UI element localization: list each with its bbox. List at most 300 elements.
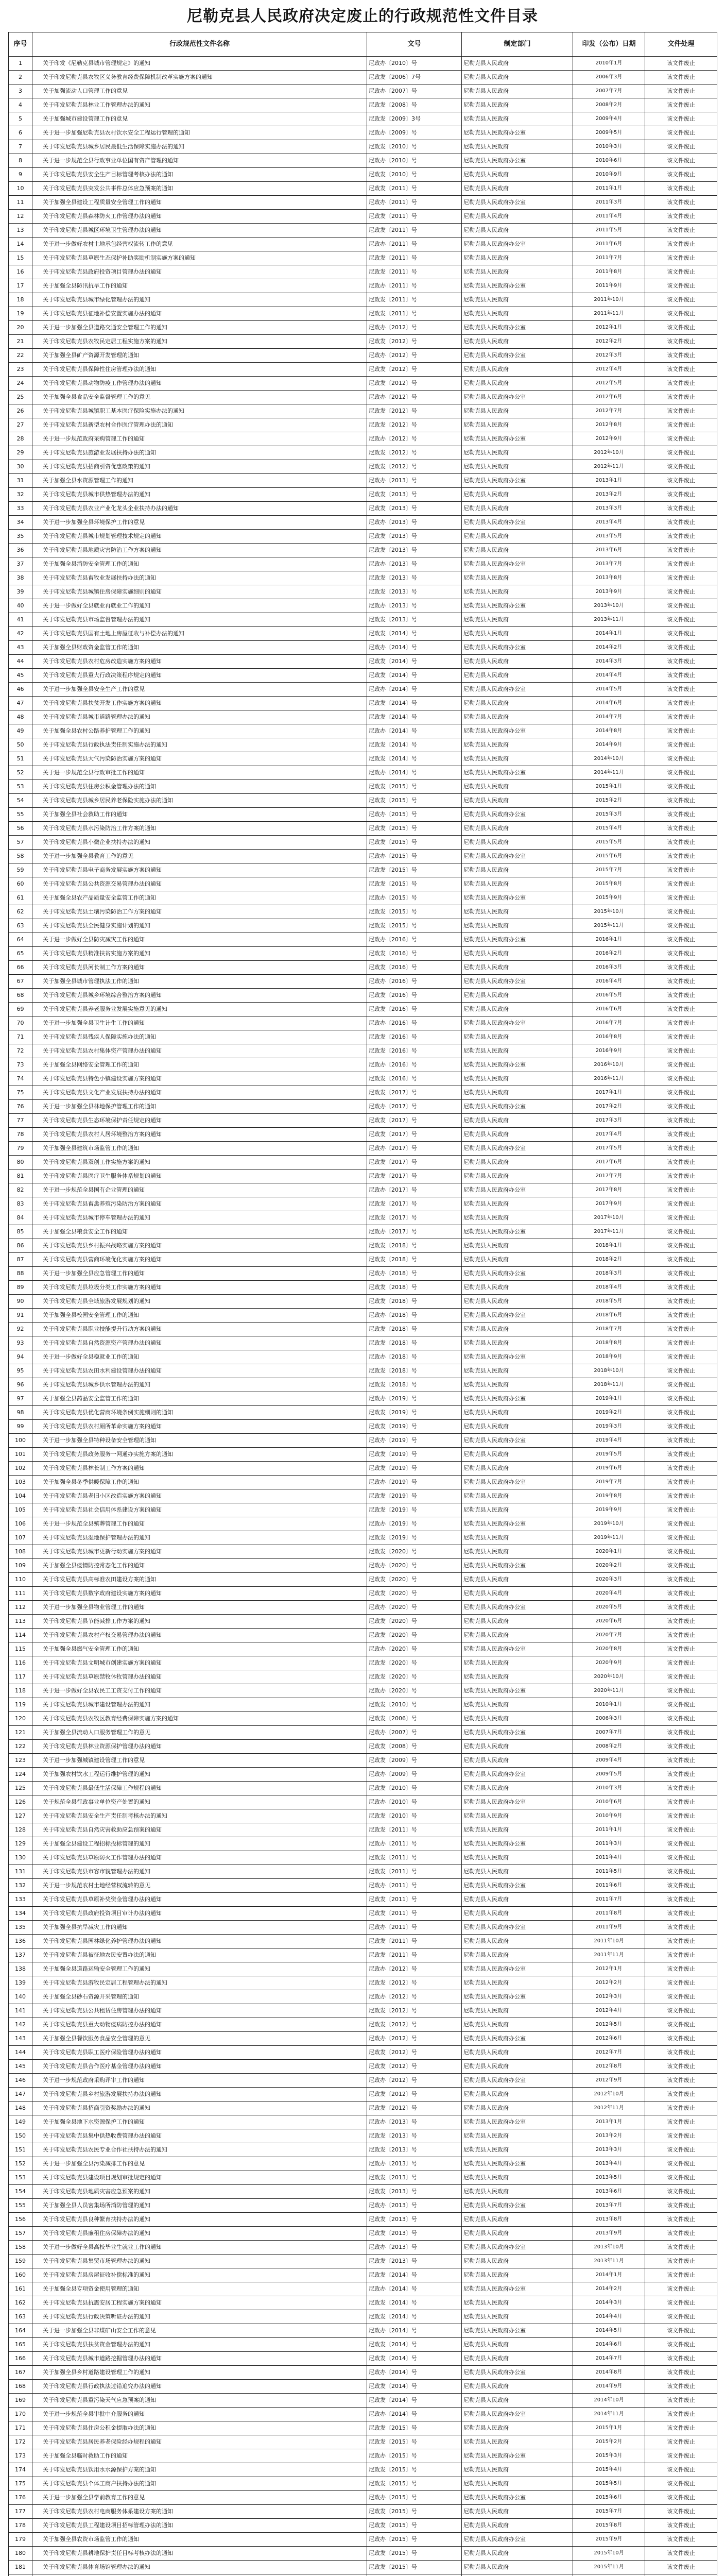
- row-document-number: 尼政发〔2017〕号: [367, 1170, 462, 1183]
- row-serial-number: 115: [9, 1642, 32, 1656]
- row-disposition: 该文件废止: [645, 1323, 717, 1336]
- table-row: [9, 2060, 717, 2074]
- row-issuing-department: 尼勒克县人民政府办公室: [462, 154, 573, 168]
- row-serial-number: 8: [9, 154, 32, 168]
- row-document-name: 关于印发尼勒克县林业工作管理办法的通知: [32, 98, 367, 112]
- row-serial-number: 112: [9, 1601, 32, 1615]
- row-document-number: 尼政发〔2018〕号: [367, 1281, 462, 1295]
- row-issuing-department: 尼勒克县人民政府: [462, 1128, 573, 1142]
- header-document-number: 文号: [367, 32, 462, 57]
- row-document-number: 尼政发〔2006〕7号: [367, 71, 462, 84]
- row-issue-date: 2018年11月: [573, 1378, 645, 1392]
- row-issuing-department: 尼勒克县人民政府: [462, 224, 573, 238]
- table-row: [9, 2268, 717, 2282]
- row-issue-date: 2012年11月: [573, 460, 645, 474]
- row-disposition: 该文件废止: [645, 2324, 717, 2338]
- row-issue-date: 2020年7月: [573, 1629, 645, 1642]
- row-disposition: 该文件废止: [645, 1837, 717, 1851]
- row-disposition: 该文件废止: [645, 655, 717, 669]
- row-serial-number: 19: [9, 307, 32, 321]
- row-issue-date: 2011年6月: [573, 238, 645, 251]
- row-serial-number: 25: [9, 391, 32, 404]
- row-issuing-department: 尼勒克县人民政府: [462, 1044, 573, 1058]
- row-issuing-department: 尼勒克县人民政府: [462, 877, 573, 891]
- row-disposition: 该文件废止: [645, 1879, 717, 1893]
- table-row: [9, 780, 717, 794]
- row-disposition: 该文件废止: [645, 1726, 717, 1740]
- row-issue-date: 2011年3月: [573, 196, 645, 210]
- row-disposition: 该文件废止: [645, 2115, 717, 2129]
- row-serial-number: 59: [9, 863, 32, 877]
- row-issue-date: 2011年4月: [573, 210, 645, 224]
- table-row: [9, 1295, 717, 1309]
- row-issuing-department: 尼勒克县人民政府办公室: [462, 975, 573, 989]
- row-disposition: 该文件废止: [645, 1058, 717, 1072]
- row-document-number: 尼政办〔2015〕号: [367, 850, 462, 863]
- row-issue-date: 2014年4月: [573, 669, 645, 683]
- row-issuing-department: 尼勒克县人民政府: [462, 2352, 573, 2366]
- table-row: [9, 391, 717, 404]
- row-disposition: 该文件废止: [645, 891, 717, 905]
- row-disposition: 该文件废止: [645, 1782, 717, 1795]
- table-row: [9, 1642, 717, 1656]
- row-serial-number: 163: [9, 2310, 32, 2324]
- row-document-name: 关于印发尼勒克县国有土地上房屋征收与补偿办法的通知: [32, 627, 367, 641]
- row-document-name: 关于加强全县餐饮服务食品安全管理的意见: [32, 2032, 367, 2046]
- table-row: [9, 613, 717, 627]
- row-document-name: 关于加强全县人员密集场所消防管理的通知: [32, 2199, 367, 2213]
- row-issue-date: 2013年7月: [573, 557, 645, 571]
- row-disposition: 该文件废止: [645, 2505, 717, 2519]
- row-issuing-department: 尼勒克县人民政府: [462, 697, 573, 710]
- row-issuing-department: 尼勒克县人民政府: [462, 2060, 573, 2074]
- table-row: [9, 1837, 717, 1851]
- table-row: [9, 1336, 717, 1350]
- table-row: [9, 2435, 717, 2449]
- row-disposition: 该文件废止: [645, 1754, 717, 1768]
- row-issue-date: 2019年7月: [573, 1476, 645, 1489]
- row-disposition: 该文件废止: [645, 863, 717, 877]
- row-disposition: 该文件废止: [645, 1142, 717, 1156]
- row-document-number: 尼政发〔2015〕号: [367, 2477, 462, 2491]
- row-serial-number: 41: [9, 613, 32, 627]
- row-document-name: 关于印发尼勒克县城区环境卫生管理办法的通知: [32, 224, 367, 238]
- table-row: [9, 1545, 717, 1559]
- row-issuing-department: 尼勒克县人民政府: [462, 836, 573, 850]
- table-row: [9, 1893, 717, 1907]
- row-document-number: 尼政发〔2015〕号: [367, 2547, 462, 2561]
- table-row: [9, 307, 717, 321]
- table-row: [9, 2296, 717, 2310]
- row-disposition: 该文件废止: [645, 84, 717, 98]
- row-issue-date: 2017年2月: [573, 1100, 645, 1114]
- row-issuing-department: 尼勒克县人民政府办公室: [462, 2241, 573, 2255]
- row-document-name: 关于印发尼勒克县农业产业化龙头企业扶持办法的通知: [32, 502, 367, 516]
- row-serial-number: 139: [9, 1976, 32, 1990]
- row-issuing-department: 尼勒克县人民政府办公室: [462, 1684, 573, 1698]
- row-disposition: 该文件废止: [645, 1309, 717, 1323]
- row-issue-date: 2016年8月: [573, 1030, 645, 1044]
- table-row: [9, 2074, 717, 2088]
- row-document-name: 关于印发尼勒克县优化营商环境条例实施细则的通知: [32, 1406, 367, 1420]
- row-issuing-department: 尼勒克县人民政府: [462, 418, 573, 432]
- row-document-number: 尼政发〔2019〕号: [367, 1406, 462, 1420]
- row-serial-number: 147: [9, 2088, 32, 2102]
- row-issuing-department: 尼勒克县人民政府: [462, 363, 573, 377]
- row-document-number: 尼政发〔2013〕号: [367, 488, 462, 502]
- row-disposition: 该文件废止: [645, 2199, 717, 2213]
- row-issuing-department: 尼勒克县人民政府: [462, 2268, 573, 2282]
- row-issue-date: 2012年6月: [573, 391, 645, 404]
- table-row: [9, 2421, 717, 2435]
- row-document-number: 尼政发〔2011〕号: [367, 210, 462, 224]
- row-issuing-department: 尼勒克县人民政府办公室: [462, 474, 573, 488]
- row-issue-date: 2007年7月: [573, 84, 645, 98]
- table-row: [9, 2561, 717, 2574]
- table-row: [9, 1795, 717, 1809]
- row-issuing-department: 尼勒克县人民政府: [462, 1503, 573, 1517]
- row-disposition: 该文件废止: [645, 1865, 717, 1879]
- row-issuing-department: 尼勒克县人民政府办公室: [462, 2199, 573, 2213]
- row-serial-number: 81: [9, 1170, 32, 1183]
- row-disposition: 该文件废止: [645, 1907, 717, 1921]
- row-document-name: 关于印发尼勒克县文明城市创建实施方案的通知: [32, 1656, 367, 1670]
- row-serial-number: 79: [9, 1142, 32, 1156]
- row-document-number: 尼政发〔2006〕号: [367, 1712, 462, 1726]
- table-row: [9, 1309, 717, 1323]
- row-issuing-department: 尼勒克县人民政府: [462, 1364, 573, 1378]
- row-issue-date: 2013年10月: [573, 2241, 645, 2255]
- table-row: [9, 1809, 717, 1823]
- row-issuing-department: 尼勒克县人民政府办公室: [462, 1642, 573, 1656]
- row-issue-date: 2012年10月: [573, 446, 645, 460]
- row-document-name: 关于印发尼勒克县保障性住房管理办法的通知: [32, 363, 367, 377]
- row-document-number: 尼政发〔2012〕号: [367, 446, 462, 460]
- row-document-name: 关于加强全县地下水资源保护工作的通知: [32, 2115, 367, 2129]
- row-disposition: 该文件废止: [645, 363, 717, 377]
- row-document-number: 尼政办〔2013〕号: [367, 474, 462, 488]
- row-issuing-department: 尼勒克县人民政府: [462, 710, 573, 724]
- row-issuing-department: 尼勒克县人民政府: [462, 2296, 573, 2310]
- row-issue-date: 2015年4月: [573, 822, 645, 836]
- table-row: [9, 1323, 717, 1336]
- table-row: [9, 836, 717, 850]
- row-disposition: 该文件废止: [645, 1476, 717, 1489]
- table-row: [9, 2491, 717, 2505]
- row-issue-date: 2012年7月: [573, 2046, 645, 2060]
- row-disposition: 该文件废止: [645, 697, 717, 710]
- row-disposition: 该文件废止: [645, 377, 717, 391]
- row-serial-number: 131: [9, 1865, 32, 1879]
- row-document-number: 尼政发〔2008〕号: [367, 98, 462, 112]
- row-issuing-department: 尼勒克县人民政府办公室: [462, 933, 573, 947]
- table-row: [9, 1100, 717, 1114]
- row-document-number: 尼政发〔2010〕号: [367, 140, 462, 154]
- row-issue-date: 2009年4月: [573, 1754, 645, 1768]
- table-row: [9, 2255, 717, 2268]
- row-issue-date: 2020年6月: [573, 1615, 645, 1629]
- row-serial-number: 99: [9, 1420, 32, 1434]
- table-row: [9, 2241, 717, 2255]
- table-row: [9, 321, 717, 335]
- row-document-name: 关于印发尼勒克县政府投资项目审计办法的通知: [32, 1907, 367, 1921]
- row-issue-date: 2014年4月: [573, 2310, 645, 2324]
- row-issuing-department: 尼勒克县人民政府办公室: [462, 1350, 573, 1364]
- row-issue-date: 2014年2月: [573, 2282, 645, 2296]
- row-document-name: 关于印发尼勒克县小微企业扶持办法的通知: [32, 836, 367, 850]
- row-issuing-department: 尼勒克县人民政府办公室: [462, 850, 573, 863]
- row-document-name: 关于进一步加强全县林地保护管理工作的通知: [32, 1100, 367, 1114]
- table-row: [9, 1406, 717, 1420]
- row-document-number: 尼政发〔2016〕号: [367, 989, 462, 1003]
- row-issue-date: 2016年5月: [573, 989, 645, 1003]
- row-document-name: 关于进一步规范政府采购评审工作的通知: [32, 2074, 367, 2088]
- table-row: [9, 1962, 717, 1976]
- row-serial-number: 22: [9, 349, 32, 363]
- row-disposition: 该文件废止: [645, 780, 717, 794]
- row-serial-number: 70: [9, 1016, 32, 1030]
- row-issue-date: 2010年1月: [573, 1698, 645, 1712]
- row-issue-date: 2013年7月: [573, 2199, 645, 2213]
- row-disposition: 该文件废止: [645, 2408, 717, 2421]
- row-document-number: 尼政发〔2017〕号: [367, 1086, 462, 1100]
- row-issue-date: 2017年5月: [573, 1142, 645, 1156]
- table-header: [9, 32, 717, 57]
- row-serial-number: 11: [9, 196, 32, 210]
- row-serial-number: 72: [9, 1044, 32, 1058]
- row-serial-number: 157: [9, 2227, 32, 2241]
- row-disposition: 该文件废止: [645, 599, 717, 613]
- row-serial-number: 181: [9, 2561, 32, 2574]
- row-issue-date: 2011年9月: [573, 1921, 645, 1935]
- row-issuing-department: 尼勒克县人民政府: [462, 571, 573, 585]
- table-row: [9, 891, 717, 905]
- row-document-number: 尼政发〔2013〕号: [367, 502, 462, 516]
- row-disposition: 该文件废止: [645, 1030, 717, 1044]
- row-document-name: 关于印发尼勒克县城乡居民养老保险实施办法的通知: [32, 794, 367, 808]
- row-issue-date: 2014年3月: [573, 655, 645, 669]
- row-disposition: 该文件废止: [645, 98, 717, 112]
- row-issue-date: 2011年7月: [573, 1893, 645, 1907]
- row-disposition: 该文件废止: [645, 2255, 717, 2268]
- row-issuing-department: 尼勒克县人民政府办公室: [462, 1768, 573, 1782]
- row-document-name: 关于印发尼勒克县全域旅游发展规划的通知: [32, 1295, 367, 1309]
- row-serial-number: 24: [9, 377, 32, 391]
- row-document-number: 尼政发〔2012〕号: [367, 335, 462, 349]
- row-issue-date: 2011年5月: [573, 1865, 645, 1879]
- row-issuing-department: 尼勒克县人民政府办公室: [462, 1517, 573, 1531]
- row-serial-number: 178: [9, 2519, 32, 2533]
- row-document-name: 关于印发《尼勒克县城市管理规定》的通知: [32, 57, 367, 71]
- row-serial-number: 54: [9, 794, 32, 808]
- row-issuing-department: 尼勒克县人民政府办公室: [462, 1225, 573, 1239]
- table-row: [9, 599, 717, 613]
- row-document-name: 关于加强全县财政资金监管工作的通知: [32, 641, 367, 655]
- row-serial-number: 63: [9, 919, 32, 933]
- row-serial-number: 84: [9, 1211, 32, 1225]
- row-issue-date: 2007年7月: [573, 1726, 645, 1740]
- row-disposition: 该文件废止: [645, 224, 717, 238]
- table-row: [9, 1476, 717, 1489]
- table-row: [9, 1350, 717, 1364]
- row-document-name: 关于加强全县燃气安全管理工作的通知: [32, 1642, 367, 1656]
- row-issue-date: 2012年10月: [573, 2088, 645, 2102]
- row-issue-date: 2014年2月: [573, 641, 645, 655]
- table-row: [9, 2394, 717, 2408]
- row-serial-number: 174: [9, 2463, 32, 2477]
- row-disposition: 该文件废止: [645, 683, 717, 697]
- row-disposition: 该文件废止: [645, 2213, 717, 2227]
- row-document-name: 关于印发尼勒克县招商引资奖励办法的通知: [32, 2102, 367, 2115]
- row-issue-date: 2014年1月: [573, 2268, 645, 2282]
- row-issue-date: 2012年3月: [573, 1990, 645, 2004]
- row-issuing-department: 尼勒克县人民政府办公室: [462, 349, 573, 363]
- row-issue-date: 2018年8月: [573, 1336, 645, 1350]
- table-row: [9, 1782, 717, 1795]
- row-document-name: 关于印发尼勒克县职业技能提升行动方案的通知: [32, 1323, 367, 1336]
- row-issue-date: 2019年3月: [573, 1420, 645, 1434]
- row-serial-number: 159: [9, 2255, 32, 2268]
- row-document-number: 尼政发〔2015〕号: [367, 2435, 462, 2449]
- row-serial-number: 43: [9, 641, 32, 655]
- row-serial-number: 58: [9, 850, 32, 863]
- row-document-name: 关于进一步规范全县殡葬管理工作的通知: [32, 1517, 367, 1531]
- row-disposition: 该文件废止: [645, 2143, 717, 2157]
- table-row: [9, 238, 717, 251]
- row-document-number: 尼政办〔2012〕号: [367, 1962, 462, 1976]
- row-disposition: 该文件废止: [645, 502, 717, 516]
- row-serial-number: 48: [9, 710, 32, 724]
- table-row: [9, 1503, 717, 1517]
- row-serial-number: 152: [9, 2157, 32, 2171]
- row-serial-number: 64: [9, 933, 32, 947]
- row-serial-number: 173: [9, 2449, 32, 2463]
- row-issuing-department: 尼勒克县人民政府办公室: [462, 641, 573, 655]
- row-document-name: 关于印发尼勒克县垃圾分类工作实施方案的通知: [32, 1281, 367, 1295]
- table-row: [9, 1948, 717, 1962]
- row-document-name: 关于进一步做好全县农民工工资支付工作的通知: [32, 1684, 367, 1698]
- row-document-name: 关于加强全县抗旱减灾工作的通知: [32, 1921, 367, 1935]
- row-issuing-department: 尼勒克县人民政府: [462, 905, 573, 919]
- table-row: [9, 2171, 717, 2185]
- table-row: [9, 1267, 717, 1281]
- table-row: [9, 808, 717, 822]
- row-document-number: 尼政办〔2010〕号: [367, 1795, 462, 1809]
- row-serial-number: 27: [9, 418, 32, 432]
- table-row: [9, 112, 717, 126]
- row-issue-date: 2015年5月: [573, 2477, 645, 2491]
- row-document-name: 关于规范全县行政事业单位资产处置的通知: [32, 1795, 367, 1809]
- table-row: [9, 724, 717, 738]
- row-document-number: 尼政办〔2009〕号: [367, 1768, 462, 1782]
- row-issue-date: 2016年9月: [573, 1044, 645, 1058]
- row-disposition: 该文件废止: [645, 2032, 717, 2046]
- row-document-name: 关于进一步加强尼勒克县农村饮水安全工程运行管理的通知: [32, 126, 367, 140]
- row-issue-date: 2015年2月: [573, 794, 645, 808]
- table-row: [9, 1865, 717, 1879]
- row-serial-number: 80: [9, 1156, 32, 1170]
- row-document-name: 关于加强全县流动人口服务管理工作的意见: [32, 1726, 367, 1740]
- row-issue-date: 2016年1月: [573, 933, 645, 947]
- row-serial-number: 176: [9, 2491, 32, 2505]
- row-document-name: 关于加强全县社会救助工作的通知: [32, 808, 367, 822]
- row-disposition: 该文件废止: [645, 710, 717, 724]
- table-row: [9, 2282, 717, 2296]
- row-document-number: 尼政发〔2016〕号: [367, 1030, 462, 1044]
- row-disposition: 该文件废止: [645, 1114, 717, 1128]
- row-document-number: 尼政办〔2016〕号: [367, 1016, 462, 1030]
- row-issue-date: 2017年11月: [573, 1225, 645, 1239]
- row-issue-date: 2011年9月: [573, 279, 645, 293]
- row-document-number: 尼政办〔2012〕号: [367, 2032, 462, 2046]
- table-row: [9, 2227, 717, 2241]
- row-serial-number: 77: [9, 1114, 32, 1128]
- table-row: [9, 1726, 717, 1740]
- row-document-number: 尼政发〔2015〕号: [367, 2561, 462, 2574]
- row-document-name: 关于印发尼勒克县电子商务发展实施方案的通知: [32, 863, 367, 877]
- row-issuing-department: 尼勒克县人民政府: [462, 2435, 573, 2449]
- row-issuing-department: 尼勒克县人民政府: [462, 446, 573, 460]
- row-document-number: 尼政发〔2015〕号: [367, 863, 462, 877]
- row-document-name: 关于印发尼勒克县草原生态保护补助奖励机制实施方案的通知: [32, 251, 367, 265]
- row-document-name: 关于印发尼勒克县游牧民定居工程管理办法的通知: [32, 1976, 367, 1990]
- table-row: [9, 850, 717, 863]
- row-document-name: 关于印发尼勒克县特色小镇建设实施方案的通知: [32, 1072, 367, 1086]
- table-row: [9, 2032, 717, 2046]
- row-serial-number: 35: [9, 530, 32, 544]
- row-serial-number: 94: [9, 1350, 32, 1364]
- row-document-name: 关于印发尼勒克县文化产业发展扶持办法的通知: [32, 1086, 367, 1100]
- row-document-name: 关于加强城市建设管理工作的意见: [32, 112, 367, 126]
- row-document-name: 关于进一步加强全县环境保护工作的意见: [32, 516, 367, 530]
- table-row: [9, 1086, 717, 1100]
- row-issue-date: 2013年2月: [573, 2129, 645, 2143]
- row-serial-number: 42: [9, 627, 32, 641]
- row-disposition: 该文件废止: [645, 1183, 717, 1197]
- table-row: [9, 544, 717, 557]
- row-document-number: 尼政发〔2019〕号: [367, 1420, 462, 1434]
- row-issuing-department: 尼勒克县人民政府: [462, 1156, 573, 1170]
- row-disposition: 该文件废止: [645, 57, 717, 71]
- header-row: [9, 32, 717, 57]
- row-document-number: 尼政办〔2012〕号: [367, 1990, 462, 2004]
- row-issue-date: 2019年11月: [573, 1531, 645, 1545]
- row-disposition: 该文件废止: [645, 2004, 717, 2018]
- row-disposition: 该文件废止: [645, 989, 717, 1003]
- table-row: [9, 1935, 717, 1948]
- table-row: [9, 1823, 717, 1837]
- row-issuing-department: 尼勒克县人民政府: [462, 1448, 573, 1462]
- row-disposition: 该文件废止: [645, 2241, 717, 2255]
- row-document-name: 关于印发尼勒克县体育场馆管理办法的通知: [32, 2561, 367, 2574]
- row-issue-date: 2020年2月: [573, 1559, 645, 1573]
- row-document-name: 关于印发尼勒克县被征地农民安置办法的通知: [32, 1948, 367, 1962]
- row-document-number: 尼政发〔2009〕号: [367, 1754, 462, 1768]
- row-document-name: 关于加强全县网络安全管理工作的通知: [32, 1058, 367, 1072]
- row-disposition: 该文件废止: [645, 530, 717, 544]
- row-document-name: 关于印发尼勒克县城市建设管理办法的通知: [32, 1698, 367, 1712]
- row-document-number: 尼政办〔2019〕号: [367, 1517, 462, 1531]
- row-serial-number: 138: [9, 1962, 32, 1976]
- header-document-name: 行政规范性文件名称: [32, 32, 367, 57]
- table-row: [9, 1003, 717, 1016]
- row-serial-number: 17: [9, 279, 32, 293]
- row-issue-date: 2015年11月: [573, 2561, 645, 2574]
- table-row: [9, 2408, 717, 2421]
- table-row: [9, 794, 717, 808]
- header-serial-number: 序号: [9, 32, 32, 57]
- row-serial-number: 177: [9, 2505, 32, 2519]
